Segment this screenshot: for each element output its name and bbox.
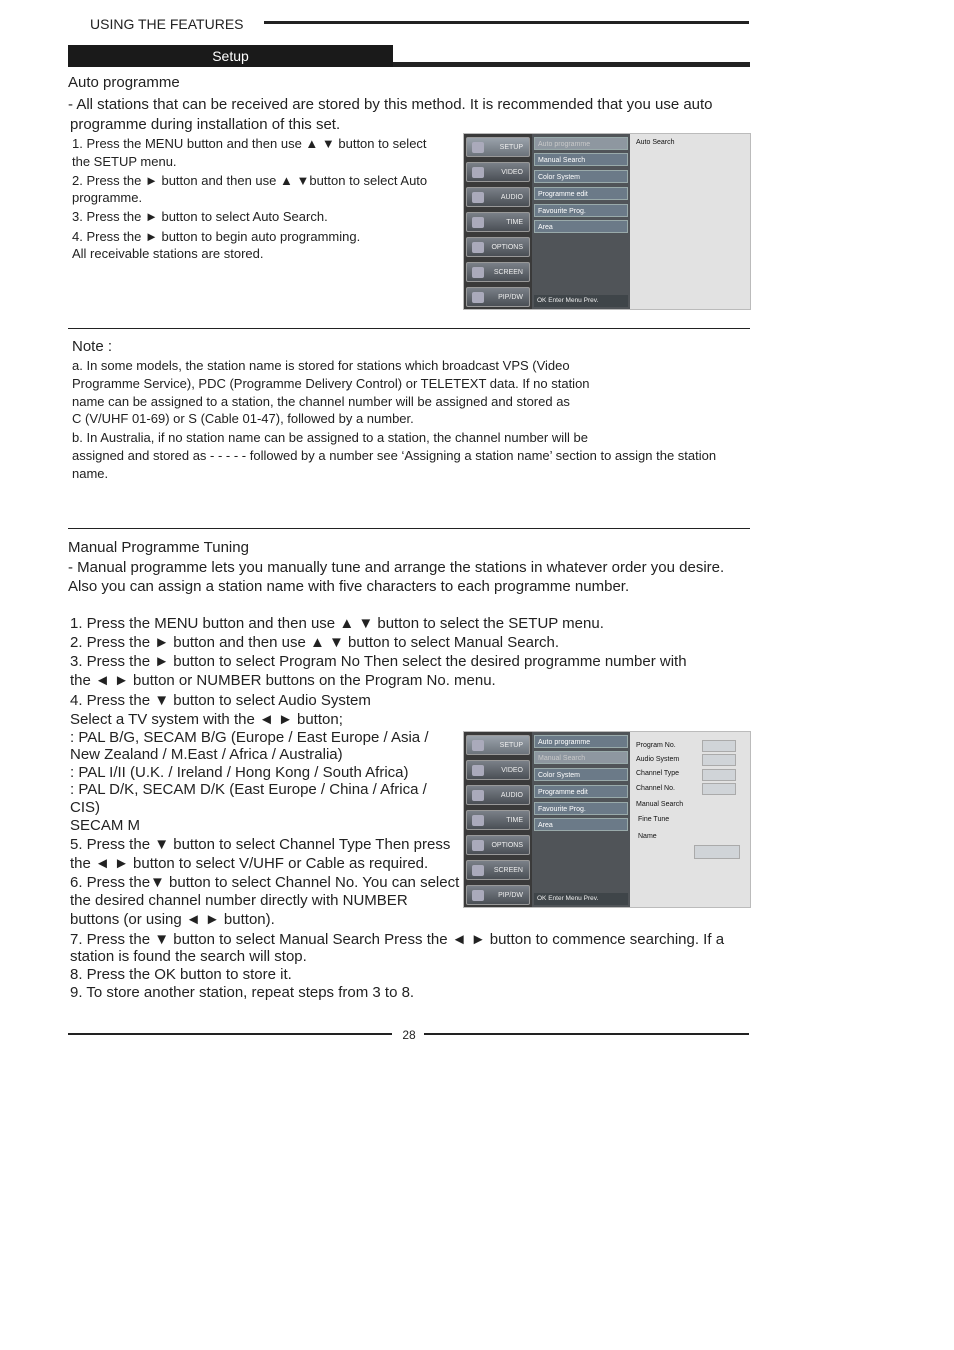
setup-icon (472, 740, 484, 751)
audio-icon (472, 192, 484, 203)
manual-step: Select a TV system with the ◄ ► button; (70, 711, 343, 728)
page-number: 28 (402, 1028, 416, 1042)
osd-submenu (532, 732, 630, 907)
auto-title: Auto programme (68, 74, 180, 91)
osd-menu-item: Area (534, 220, 628, 233)
manual-step: SECAM M (70, 817, 141, 834)
osd-value-box (702, 783, 736, 795)
banner-rule (393, 62, 750, 67)
auto-intro-2: programme during installation of this set. (70, 116, 341, 133)
osd-video-button: VIDEO (466, 162, 530, 182)
osd-video-button: VIDEO (466, 760, 530, 780)
osd-screen-button: SCREEN (466, 860, 530, 880)
osd-field-label: Manual Search (636, 801, 684, 808)
osd-field-label: Name (638, 833, 657, 840)
manual-step: 1. Press the MENU button and then use ▲ ▼ button to select the SETUP menu. (70, 615, 604, 632)
note-line: Programme Service), PDC (Programme Delivery Control) or TELETEXT data. If no station (72, 376, 590, 391)
osd-menu-item: Auto programme (534, 735, 628, 748)
manual-step: the ◄ ► button to select V/UHF or Cable as required. (70, 855, 429, 872)
pip-icon (472, 292, 484, 303)
manual-step: 8. Press the OK button to store it. (70, 966, 292, 983)
manual-step: the desired channel number directly with NUMBER (70, 892, 408, 909)
divider (68, 528, 750, 529)
manual-step: 6. Press the▼ button to select Channel No. You can select (70, 874, 460, 891)
osd-menu-item: Area (534, 818, 628, 831)
osd-setup-button: SETUP (466, 137, 530, 157)
manual-step: New Zealand / M.East / Africa / Australia) (70, 746, 343, 763)
manual-step: the ◄ ► button or NUMBER buttons on the Program No. menu. (70, 672, 496, 689)
manual-step: : PAL D/K, SECAM D/K (East Europe / China / Africa / (70, 781, 427, 798)
osd-field-label: Fine Tune (638, 816, 670, 823)
video-icon (472, 765, 484, 776)
osd-value-box (702, 740, 736, 752)
osd-field-label: Channel Type (636, 770, 680, 777)
note-line: assigned and stored as - - - - - followed by a number see ‘Assigning a station name’ section to assign the station (72, 448, 717, 463)
note-line: C (V/UHF 01-69) or S (Cable 01-47), followed by a number. (72, 411, 414, 426)
time-icon (472, 815, 484, 826)
osd-field-label: Audio System (636, 756, 680, 763)
options-icon (472, 242, 484, 253)
pip-icon (472, 890, 484, 901)
auto-intro-1: - All stations that can be received are stored by this method. It is recommended that you use auto (68, 96, 713, 113)
osd-auto-search-label: Auto Search (636, 139, 675, 146)
auto-step: 2. Press the ► button and then use ▲ ▼button to select Auto (72, 173, 428, 188)
screen-icon (472, 865, 484, 876)
manual-step: 7. Press the ▼ button to select Manual Search Press the ◄ ► button to commence searching. If a (70, 931, 725, 948)
osd-time-button: TIME (466, 810, 530, 830)
manual-step: 2. Press the ► button and then use ▲ ▼ button to select Manual Search. (70, 634, 559, 651)
osd-menu-item: Programme edit (534, 187, 628, 200)
options-icon (472, 840, 484, 851)
manual-title: Manual Programme Tuning (68, 539, 249, 556)
osd-options-button: OPTIONS (466, 237, 530, 257)
manual-step: : PAL B/G, SECAM B/G (Europe / East Europe / Asia / (70, 729, 429, 746)
osd-pip-button: PIP/DW (466, 287, 530, 307)
osd-side-menu (464, 134, 532, 309)
osd-name-box (694, 845, 740, 859)
osd-footer: OK Enter Menu Prev. (534, 295, 628, 307)
screen-icon (472, 267, 484, 278)
manual-step: 4. Press the ▼ button to select Audio System (70, 692, 371, 709)
manual-step: 5. Press the ▼ button to select Channel Type Then press (70, 836, 451, 853)
osd-menu-item: Auto programme (534, 137, 628, 150)
banner-label: Setup (212, 48, 249, 64)
note-title: Note : (72, 338, 113, 355)
manual-step: CIS) (70, 799, 100, 816)
osd-screen-button: SCREEN (466, 262, 530, 282)
footer-rule-left (68, 1033, 392, 1035)
manual-step: : PAL I/II (U.K. / Ireland / Hong Kong / South Africa) (70, 764, 409, 781)
note-line: name can be assigned to a station, the channel number will be assigned and stored as (72, 394, 570, 409)
osd-menu-item: Color System (534, 768, 628, 781)
osd-field-label: Channel No. (636, 785, 675, 792)
osd-value-box (702, 769, 736, 781)
video-icon (472, 167, 484, 178)
footer-rule-right (424, 1033, 749, 1035)
auto-step: programme. (72, 190, 143, 205)
manual-step: buttons (or using ◄ ► button). (70, 911, 275, 928)
manual-intro-2: Also you can assign a station name with five characters to each programme number. (68, 578, 630, 595)
osd-menu-item: Color System (534, 170, 628, 183)
auto-step: 1. Press the MENU button and then use ▲ ▼ button to select (72, 136, 427, 151)
osd-side-menu (464, 732, 532, 907)
osd-menu-item: Favourite Prog. (534, 204, 628, 217)
osd-value-box (702, 754, 736, 766)
audio-icon (472, 790, 484, 801)
manual-step: station is found the search will stop. (70, 948, 307, 965)
manual-step: 9. To store another station, repeat steps from 3 to 8. (70, 984, 415, 1001)
osd-right-panel (630, 134, 750, 309)
header-rule (264, 21, 749, 24)
osd-auto-programme (463, 133, 751, 310)
auto-step: 4. Press the ► button to begin auto programming. (72, 229, 361, 244)
auto-step: 3. Press the ► button to select Auto Search. (72, 209, 328, 224)
osd-audio-button: AUDIO (466, 187, 530, 207)
osd-field-label: Program No. (636, 742, 676, 749)
osd-pip-button: PIP/DW (466, 885, 530, 905)
setup-icon (472, 142, 484, 153)
osd-options-button: OPTIONS (466, 835, 530, 855)
note-line: name. (72, 466, 109, 481)
osd-submenu (532, 134, 630, 309)
osd-manual-search (463, 731, 751, 908)
divider (68, 328, 750, 329)
osd-audio-button: AUDIO (466, 785, 530, 805)
auto-step: All receivable stations are stored. (72, 246, 264, 261)
osd-setup-button: SETUP (466, 735, 530, 755)
osd-menu-item: Manual Search (534, 153, 628, 166)
manual-step: 3. Press the ► button to select Program No Then select the desired programme number with (70, 653, 687, 670)
time-icon (472, 217, 484, 228)
osd-footer: OK Enter Menu Prev. (534, 893, 628, 905)
osd-right-panel (630, 732, 750, 907)
osd-time-button: TIME (466, 212, 530, 232)
setup-banner (68, 45, 393, 67)
osd-menu-item: Programme edit (534, 785, 628, 798)
auto-step: the SETUP menu. (72, 154, 177, 169)
note-line: b. In Australia, if no station name can be assigned to a station, the channel number will be (72, 430, 588, 445)
osd-menu-item: Favourite Prog. (534, 802, 628, 815)
note-line: a. In some models, the station name is stored for stations which broadcast VPS (Video (72, 358, 570, 373)
osd-menu-item: Manual Search (534, 751, 628, 764)
manual-intro-1: - Manual programme lets you manually tune and arrange the stations in whatever order you desire. (68, 559, 725, 576)
section-title: USING THE FEATURES (90, 16, 244, 32)
